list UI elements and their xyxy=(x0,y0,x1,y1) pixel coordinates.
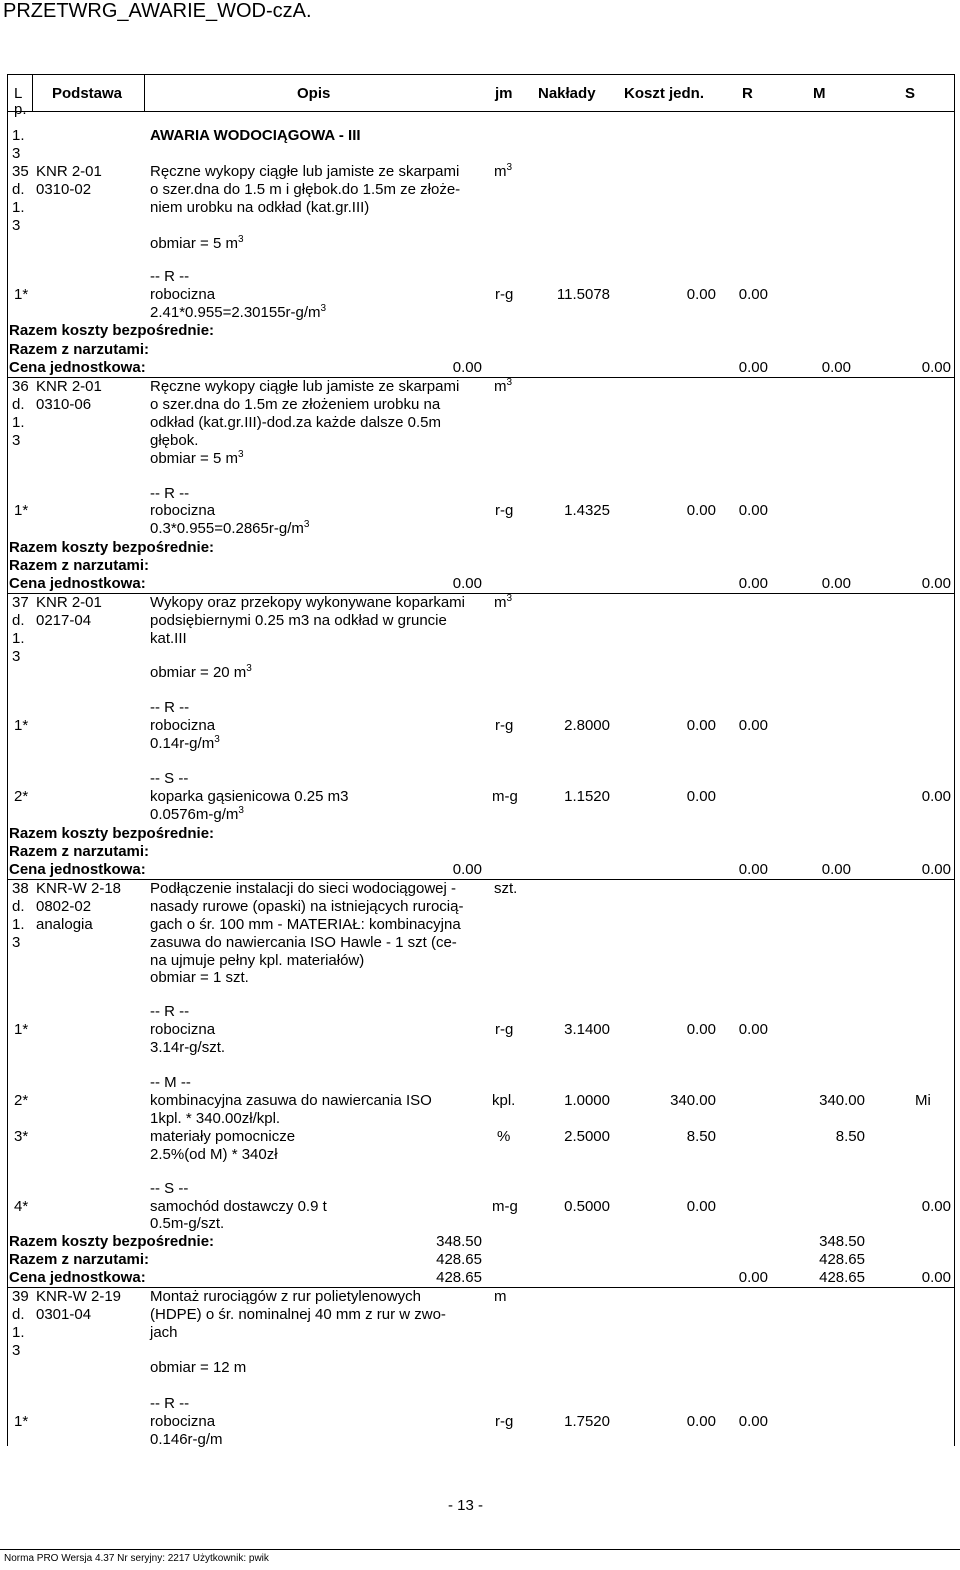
item-podstawa: 0301-04 xyxy=(36,1306,92,1323)
resource-naklady: 1.0000 xyxy=(564,1092,610,1109)
cena-r: 0.00 xyxy=(738,861,768,878)
resource-koszt: 0.00 xyxy=(686,502,716,519)
razem-narzut-value: 428.65 xyxy=(436,1251,482,1268)
resource-unit: r-g xyxy=(495,1413,514,1430)
resource-koszt: 340.00 xyxy=(670,1092,716,1109)
item-description: o szer.dna do 1.5m ze złożeniem urobku na xyxy=(150,396,441,413)
item-number: 1. xyxy=(12,1324,25,1341)
superscript: 3 xyxy=(303,519,310,530)
unit-text: m xyxy=(494,594,507,611)
resource-lp: 1* xyxy=(14,717,29,734)
resource-calc xyxy=(150,520,309,538)
cena-label: Cena jednostkowa: xyxy=(9,861,146,878)
col-header-koszt: Koszt jedn. xyxy=(624,85,705,102)
cena-r: 0.00 xyxy=(738,359,768,376)
r-group-header: -- R -- xyxy=(150,1003,190,1020)
resource-lp: 1* xyxy=(14,502,29,519)
section-lp: 1. xyxy=(12,127,25,144)
resource-name: robocizna xyxy=(150,286,216,303)
resource-name: materiały pomocnicze xyxy=(150,1128,296,1145)
col-header-m: M xyxy=(813,85,826,102)
resource-koszt: 0.00 xyxy=(686,1198,716,1215)
resource-name: kombinacyjna zasuwa do nawiercania ISO xyxy=(150,1092,432,1109)
resource-unit: kpl. xyxy=(492,1092,516,1109)
footer-rule xyxy=(0,1549,960,1550)
resource-naklady: 3.1400 xyxy=(564,1021,610,1038)
item-description: gach o śr. 100 mm - MATERIAŁ: kombinacyjna xyxy=(150,916,461,933)
r-group-header: -- R -- xyxy=(150,485,190,502)
calc-text: 2.41*0.955=2.30155r-g/m xyxy=(150,304,321,321)
resource-calc xyxy=(150,806,244,824)
s-group-header: -- S -- xyxy=(150,1180,189,1197)
item-description: jach xyxy=(150,1324,178,1341)
resource-s: 0.00 xyxy=(921,1198,951,1215)
item-number: 1. xyxy=(12,414,25,431)
r-group-header: -- R -- xyxy=(150,699,190,716)
cena-koszt: 0.00 xyxy=(452,575,482,592)
obmiar-text: obmiar = 5 m xyxy=(150,450,238,467)
resource-r: 0.00 xyxy=(738,286,768,303)
resource-calc: 0.146r-g/m xyxy=(150,1431,223,1448)
cena-m: 0.00 xyxy=(821,575,851,592)
item-obmiar xyxy=(150,664,252,682)
razem-narzut-label: Razem z narzutami: xyxy=(9,843,150,860)
superscript: 3 xyxy=(237,234,244,245)
resource-koszt: 0.00 xyxy=(686,1413,716,1430)
item-number: 39 xyxy=(12,1288,29,1305)
header-bottom-border xyxy=(7,111,955,112)
resource-name: robocizna xyxy=(150,502,216,519)
resource-m: 340.00 xyxy=(819,1092,865,1109)
unit-text: m xyxy=(494,163,507,180)
razem-narzut-m: 428.65 xyxy=(819,1251,865,1268)
item-number: 3 xyxy=(12,217,21,234)
resource-name: koparka gąsienicowa 0.25 m3 xyxy=(150,788,349,805)
razem-narzut-label: Razem z narzutami: xyxy=(9,1251,150,1268)
item-obmiar xyxy=(150,450,244,468)
resource-lp: 2* xyxy=(14,1092,29,1109)
item-unit: m xyxy=(494,1288,507,1305)
superscript: 3 xyxy=(506,377,513,388)
item-number: 1. xyxy=(12,199,25,216)
item-unit xyxy=(494,163,512,181)
item-description: Montaż rurociągów z rur polietylenowych xyxy=(150,1288,421,1305)
resource-r: 0.00 xyxy=(738,1413,768,1430)
superscript: 3 xyxy=(506,162,513,173)
item-number: 35 xyxy=(12,163,29,180)
item-description: podsiębiernymi 0.25 m3 na odkład w gruncie xyxy=(150,612,447,629)
item-description: na ujmuje pełny kpl. materiałów) xyxy=(150,952,365,969)
resource-name: samochód dostawczy 0.9 t xyxy=(150,1198,327,1215)
resource-lp: 3* xyxy=(14,1128,29,1145)
cena-r: 0.00 xyxy=(738,575,768,592)
resource-calc: 3.14r-g/szt. xyxy=(150,1039,226,1056)
calc-text: 0.3*0.955=0.2865r-g/m xyxy=(150,520,304,537)
cena-label: Cena jednostkowa: xyxy=(9,359,146,376)
razem-narzut-label: Razem z narzutami: xyxy=(9,341,150,358)
item-podstawa: KNR 2-01 xyxy=(36,378,102,395)
item-description: o szer.dna do 1.5 m i głębok.do 1.5m ze złoże- xyxy=(150,181,461,198)
razem-koszty-m: 348.50 xyxy=(819,1233,865,1250)
resource-naklady: 0.5000 xyxy=(564,1198,610,1215)
resource-unit: % xyxy=(497,1128,511,1145)
col-divider xyxy=(32,74,33,111)
resource-r: 0.00 xyxy=(738,502,768,519)
resource-calc xyxy=(150,304,326,322)
cena-koszt: 428.65 xyxy=(436,1269,482,1286)
calc-text: 0.0576m-g/m xyxy=(150,806,239,823)
item-obmiar xyxy=(150,235,244,253)
item-number: 38 xyxy=(12,880,29,897)
item-number: 37 xyxy=(12,594,29,611)
superscript: 3 xyxy=(246,663,252,674)
razem-koszty-label: Razem koszty bezpośrednie: xyxy=(9,1233,215,1250)
cena-m: 0.00 xyxy=(821,861,851,878)
resource-r: 0.00 xyxy=(738,717,768,734)
resource-unit: m-g xyxy=(492,1198,518,1215)
resource-koszt: 0.00 xyxy=(686,1021,716,1038)
table-left-border xyxy=(7,74,8,1446)
superscript: 3 xyxy=(506,593,513,604)
resource-lp: 1* xyxy=(14,1413,29,1430)
item-number: d. xyxy=(12,898,25,915)
cena-koszt: 0.00 xyxy=(452,359,482,376)
resource-koszt: 0.00 xyxy=(686,788,716,805)
r-group-header: -- R -- xyxy=(150,268,190,285)
resource-unit: m-g xyxy=(492,788,518,805)
item-description: Ręczne wykopy ciągłe lub jamiste ze skarpami xyxy=(150,378,460,395)
item-number: 1. xyxy=(12,916,25,933)
item-description: Wykopy oraz przekopy wykonywane koparkami xyxy=(150,594,465,611)
item-description: odkład (kat.gr.III)-dod.za każde dalsze 0.5m xyxy=(150,414,441,431)
document-title: PRZETWRG_AWARIE_WOD-czA. xyxy=(3,0,312,22)
col-header-naklady: Nakłady xyxy=(538,85,596,102)
cena-s: 0.00 xyxy=(921,575,951,592)
item-podstawa: 0802-02 xyxy=(36,898,92,915)
cena-label: Cena jednostkowa: xyxy=(9,1269,146,1286)
cena-r: 0.00 xyxy=(738,1269,768,1286)
item-number: 1. xyxy=(12,630,25,647)
superscript: 3 xyxy=(237,449,244,460)
item-description: Ręczne wykopy ciągłe lub jamiste ze skarpami xyxy=(150,163,460,180)
cena-label: Cena jednostkowa: xyxy=(9,575,146,592)
col-header-opis: Opis xyxy=(297,85,331,102)
item-number: 3 xyxy=(12,934,21,951)
resource-koszt: 0.00 xyxy=(686,717,716,734)
item-number: d. xyxy=(12,181,25,198)
razem-koszty-value: 348.50 xyxy=(436,1233,482,1250)
razem-narzut-label: Razem z narzutami: xyxy=(9,557,150,574)
resource-naklady: 2.8000 xyxy=(564,717,610,734)
col-header-lp2: p. xyxy=(14,101,27,118)
section-lp2: 3 xyxy=(12,145,21,162)
cena-m: 428.65 xyxy=(819,1269,865,1286)
resource-lp: 1* xyxy=(14,286,29,303)
obmiar-text: obmiar = 20 m xyxy=(150,664,247,681)
cena-koszt: 0.00 xyxy=(452,861,482,878)
razem-koszty-label: Razem koszty bezpośrednie: xyxy=(9,825,215,842)
cena-s: 0.00 xyxy=(921,861,951,878)
resource-r: 0.00 xyxy=(738,1021,768,1038)
item-podstawa: 0217-04 xyxy=(36,612,92,629)
section-title: AWARIA WODOCIĄGOWA - III xyxy=(150,127,361,144)
item-podstawa: 0310-02 xyxy=(36,181,92,198)
cena-m: 0.00 xyxy=(821,359,851,376)
resource-koszt: 8.50 xyxy=(686,1128,716,1145)
col-header-podstawa: Podstawa xyxy=(52,85,123,102)
resource-unit: r-g xyxy=(495,502,514,519)
table-top-border xyxy=(7,74,955,75)
resource-calc xyxy=(150,735,220,753)
item-podstawa: analogia xyxy=(36,916,93,933)
item-description: zasuwa do nawiercania ISO Hawle - 1 szt (ce- xyxy=(150,934,457,951)
item-number: 3 xyxy=(12,648,21,665)
item-number: 3 xyxy=(12,1342,21,1359)
superscript: 3 xyxy=(238,805,244,816)
item-number: 3 xyxy=(12,432,21,449)
item-number: 36 xyxy=(12,378,29,395)
item-unit xyxy=(494,378,512,396)
col-header-jm: jm xyxy=(495,85,513,102)
resource-s-marker: Mi xyxy=(915,1092,931,1109)
resource-unit: r-g xyxy=(495,1021,514,1038)
item-unit: szt. xyxy=(494,880,518,897)
item-description: (HDPE) o śr. nominalnej 40 mm z rur w zwo- xyxy=(150,1306,446,1323)
resource-naklady: 11.5078 xyxy=(556,286,610,303)
cena-s: 0.00 xyxy=(921,1269,951,1286)
item-podstawa: KNR 2-01 xyxy=(36,163,102,180)
resource-unit: r-g xyxy=(495,286,514,303)
item-number: d. xyxy=(12,1306,25,1323)
obmiar-text: obmiar = 5 m xyxy=(150,235,238,252)
resource-calc: 2.5%(od M) * 340zł xyxy=(150,1146,278,1163)
item-podstawa: KNR-W 2-18 xyxy=(36,880,122,897)
col-header-lp: L xyxy=(14,85,23,102)
resource-calc: 0.5m-g/szt. xyxy=(150,1215,225,1232)
page-number: - 13 - xyxy=(448,1497,484,1514)
resource-calc: 1kpl. * 340.00zł/kpl. xyxy=(150,1110,281,1127)
cena-s: 0.00 xyxy=(921,359,951,376)
resource-naklady: 1.1520 xyxy=(564,788,610,805)
razem-koszty-label: Razem koszty bezpośrednie: xyxy=(9,322,215,339)
r-group-header: -- R -- xyxy=(150,1395,190,1412)
table-right-border xyxy=(954,74,955,1446)
item-unit xyxy=(494,594,512,612)
item-number: d. xyxy=(12,396,25,413)
resource-m: 8.50 xyxy=(835,1128,865,1145)
resource-naklady: 1.7520 xyxy=(564,1413,610,1430)
resource-lp: 1* xyxy=(14,1021,29,1038)
footer-text: Norma PRO Wersja 4.37 Nr seryjny: 2217 Użytkownik: pwik xyxy=(4,1553,269,1564)
item-description: niem urobku na odkład (kat.gr.III) xyxy=(150,199,370,216)
resource-unit: r-g xyxy=(495,717,514,734)
s-group-header: -- S -- xyxy=(150,770,189,787)
resource-name: robocizna xyxy=(150,1021,216,1038)
superscript: 3 xyxy=(214,734,220,745)
item-number: d. xyxy=(12,612,25,629)
superscript: 3 xyxy=(320,303,327,314)
resource-naklady: 2.5000 xyxy=(564,1128,610,1145)
item-description: nasady rurowe (opaski) na istniejących rurocią- xyxy=(150,898,464,915)
razem-koszty-label: Razem koszty bezpośrednie: xyxy=(9,539,215,556)
resource-lp: 4* xyxy=(14,1198,29,1215)
col-divider xyxy=(144,74,145,111)
resource-koszt: 0.00 xyxy=(686,286,716,303)
item-obmiar: obmiar = 12 m xyxy=(150,1359,247,1376)
item-obmiar: obmiar = 1 szt. xyxy=(150,969,249,986)
resource-name: robocizna xyxy=(150,1413,216,1430)
item-description: kat.III xyxy=(150,630,187,647)
calc-text: 0.14r-g/m xyxy=(150,735,215,752)
col-header-r: R xyxy=(742,85,753,102)
unit-text: m xyxy=(494,378,507,395)
m-group-header: -- M -- xyxy=(150,1074,191,1091)
item-description: głębok. xyxy=(150,432,199,449)
item-description: Podłączenie instalacji do sieci wodociągowej - xyxy=(150,880,456,897)
item-podstawa: KNR 2-01 xyxy=(36,594,102,611)
resource-lp: 2* xyxy=(14,788,29,805)
resource-s: 0.00 xyxy=(921,788,951,805)
item-podstawa: KNR-W 2-19 xyxy=(36,1288,122,1305)
item-podstawa: 0310-06 xyxy=(36,396,92,413)
resource-name: robocizna xyxy=(150,717,216,734)
col-header-s: S xyxy=(905,85,916,102)
resource-naklady: 1.4325 xyxy=(564,502,610,519)
